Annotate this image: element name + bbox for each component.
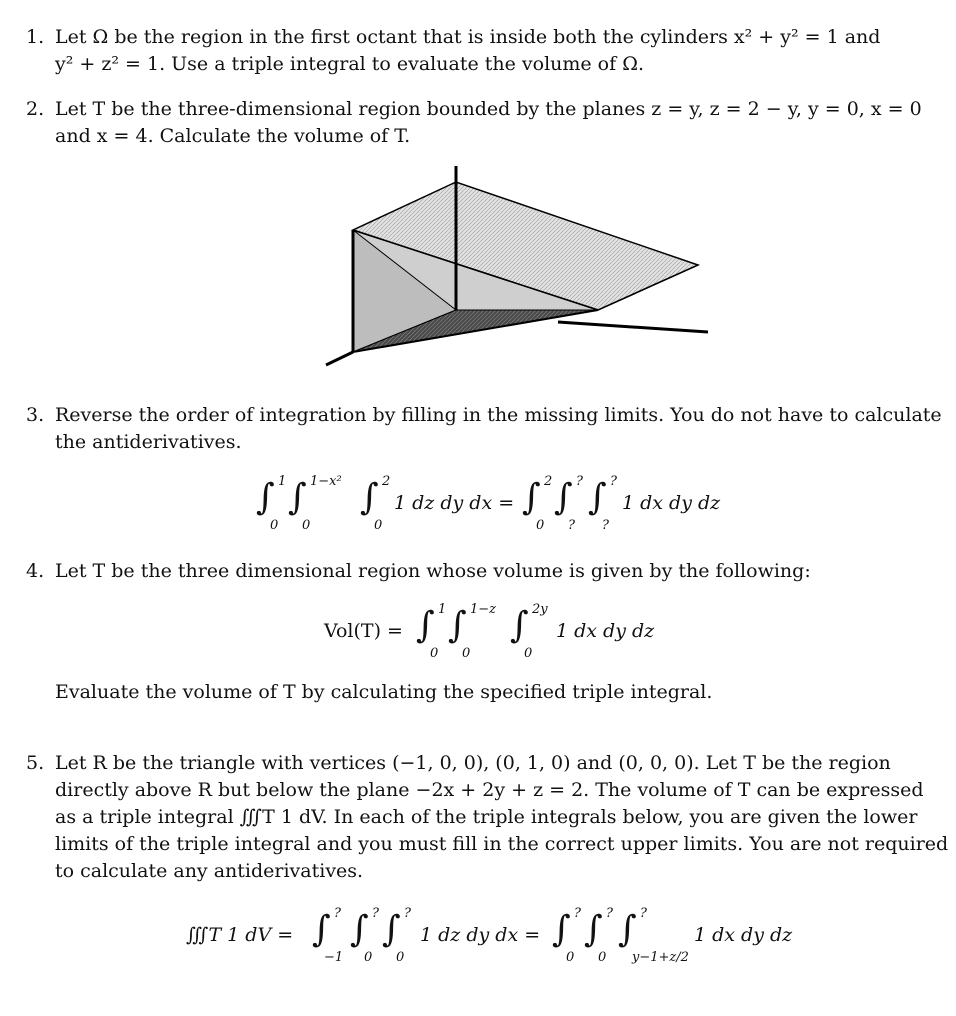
integral-sign: ∫ (554, 477, 573, 518)
problem-text-line: Let Ω be the region in the first octant that is inside both the cylinders x² + y² = 1 and (55, 26, 881, 48)
problem-3 (26, 402, 942, 456)
integral-sign: ∫ (584, 909, 603, 950)
equation-5 (186, 906, 806, 970)
problem-text-line: Evaluate the volume of T by calculating the specified triple integral. (55, 681, 713, 703)
problem-text-line: the antiderivatives. (55, 431, 242, 453)
upper-limit: ? (404, 906, 411, 921)
upper-limit: 1 (278, 474, 287, 489)
integral-sign: ∫ (510, 605, 529, 646)
integrand: 1 dx dy dz (622, 492, 721, 514)
integral-sign: ∫ (360, 477, 379, 518)
integral-sign: ∫ (382, 909, 401, 950)
equation-4 (324, 602, 664, 662)
upper-limit: 1−z (470, 602, 497, 617)
problem-number: 1. (26, 26, 45, 48)
problem-number: 2. (26, 98, 45, 120)
integral-sign: ∫ (350, 909, 369, 950)
equation-3 (256, 474, 726, 534)
upper-limit: ? (610, 474, 617, 489)
lower-limit: 0 (566, 950, 575, 965)
integrand: 1 dz dy dx = (394, 492, 515, 514)
equation-lhs: Vol(T) = (324, 620, 403, 642)
lower-limit: 0 (598, 950, 607, 965)
lower-limit: 0 (364, 950, 373, 965)
lower-limit: 0 (302, 518, 311, 533)
integral-sign: ∫ (288, 477, 307, 518)
upper-limit: ? (372, 906, 379, 921)
integral-sign: ∫ (588, 477, 607, 518)
lower-limit: y−1+z/2 (632, 950, 689, 965)
wedge-region-figure (308, 162, 720, 384)
integrand: 1 dx dy dz (556, 620, 655, 642)
problem-4-followup (26, 679, 926, 706)
lower-limit: 0 (536, 518, 545, 533)
lower-limit: 0 (270, 518, 279, 533)
integral-sign: ∫ (416, 605, 435, 646)
problem-1 (26, 24, 926, 78)
integrand: 1 dx dy dz (694, 924, 793, 946)
integrand: 1 dz dy dx = (420, 924, 541, 946)
upper-limit: 2 (382, 474, 391, 489)
problem-text-line: Reverse the order of integration by filling in the missing limits. You do not have to calculate (55, 404, 942, 426)
problem-number: 4. (26, 560, 45, 582)
upper-limit: 2 (544, 474, 553, 489)
integral-sign: ∫ (552, 909, 571, 950)
integral-sign: ∫ (312, 909, 331, 950)
upper-limit: ? (640, 906, 647, 921)
upper-limit: ? (606, 906, 613, 921)
problem-text-line: and x = 4. Calculate the volume of T. (55, 125, 411, 147)
problem-text-line: limits of the triple integral and you must fill in the correct upper limits. You are not required (55, 833, 949, 855)
lower-limit: ? (568, 518, 575, 533)
problem-number: 5. (26, 752, 45, 774)
lower-limit: 0 (462, 646, 471, 661)
lower-limit: 0 (374, 518, 383, 533)
integral-sign: ∫ (522, 477, 541, 518)
problem-5 (26, 750, 949, 885)
integral-sign: ∫ (256, 477, 275, 518)
problem-text-line: Let T be the three dimensional region whose volume is given by the following: (55, 560, 811, 582)
problem-4 (26, 558, 926, 585)
problem-text-line: directly above R but below the plane −2x + 2y + z = 2. The volume of T can be expressed (55, 779, 924, 801)
lower-limit: −1 (324, 950, 344, 965)
upper-limit: ? (576, 474, 583, 489)
upper-limit: 1 (438, 602, 447, 617)
problem-number: 3. (26, 404, 45, 426)
equation-lhs: ∭T 1 dV = (186, 924, 294, 946)
problem-text-line: as a triple integral ∭T 1 dV. In each of the triple integrals below, you are given the lower (55, 806, 918, 828)
problem-2 (26, 96, 926, 150)
problem-text-line: Let R be the triangle with vertices (−1, 0, 0), (0, 1, 0) and (0, 0, 0). Let T be the region (55, 752, 891, 774)
lower-limit: 0 (524, 646, 533, 661)
upper-limit: ? (574, 906, 581, 921)
upper-limit: ? (334, 906, 341, 921)
upper-limit: 2y (532, 602, 548, 617)
lower-limit: 0 (396, 950, 405, 965)
integral-sign: ∫ (618, 909, 637, 950)
lower-limit: 0 (430, 646, 439, 661)
upper-limit: 1−x² (310, 474, 342, 489)
lower-limit: ? (602, 518, 609, 533)
integral-sign: ∫ (448, 605, 467, 646)
problem-text-line: y² + z² = 1. Use a triple integral to evaluate the volume of Ω. (55, 53, 644, 75)
problem-text-line: to calculate any antiderivatives. (55, 860, 364, 882)
problem-text-line: Let T be the three-dimensional region bounded by the planes z = y, z = 2 − y, y = 0, x = 0 (55, 98, 922, 120)
